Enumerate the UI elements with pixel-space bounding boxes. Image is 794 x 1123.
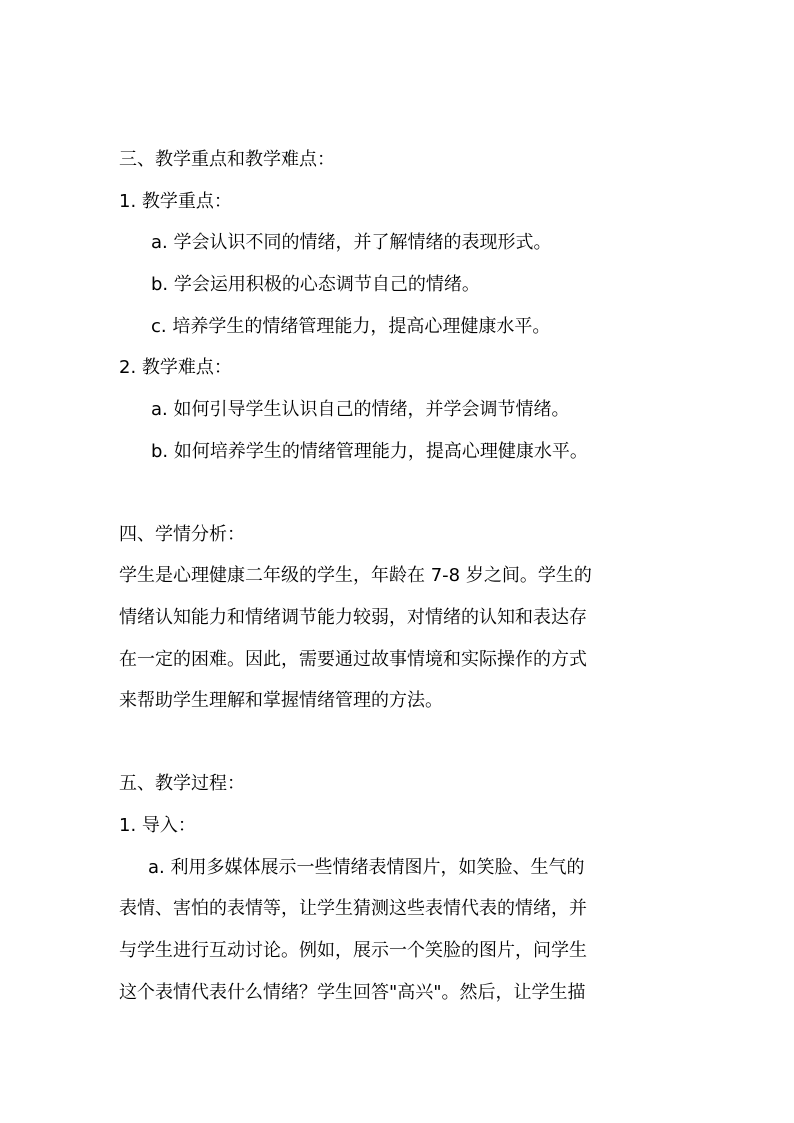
difficulty-b: b. 如何培养学生的情绪管理能力，提高心理健康水平。 <box>151 441 588 462</box>
section-5-heading: 五、教学过程： <box>119 773 245 794</box>
section-4-heading: 四、学情分析： <box>119 524 245 545</box>
analysis-line-3: 在一定的困难。因此，需要通过故事情境和实际操作的方式 <box>119 649 587 670</box>
difficulty-a: a. 如何引导学生认识自己的情绪，并学会调节情绪。 <box>151 399 570 420</box>
step-1-title: 1. 导入： <box>119 815 196 836</box>
key-point-a: a. 学会认识不同的情绪，并了解情绪的表现形式。 <box>151 232 552 253</box>
difficulties-title: 2. 教学难点： <box>119 357 232 378</box>
analysis-line-2: 情绪认知能力和情绪调节能力较弱，对情绪的认知和表达存 <box>119 607 587 628</box>
analysis-line-1: 学生是心理健康二年级的学生，年龄在 7-8 岁之间。学生的 <box>119 565 592 586</box>
section-3-heading: 三、教学重点和教学难点： <box>119 149 335 170</box>
analysis-line-4: 来帮助学生理解和掌握情绪管理的方法。 <box>119 690 443 711</box>
step-1-line-4: 这个表情代表什么情绪？学生回答"高兴"。然后，让学生描 <box>119 982 586 1003</box>
key-points-title: 1. 教学重点： <box>119 191 232 212</box>
step-1-line-2: 表情、害怕的表情等，让学生猜测这些表情代表的情绪，并 <box>119 898 587 919</box>
step-1-line-1: a. 利用多媒体展示一些情绪表情图片，如笑脸、生气的 <box>148 857 585 878</box>
step-1-line-3: 与学生进行互动讨论。例如，展示一个笑脸的图片，问学生 <box>119 940 587 961</box>
key-point-b: b. 学会运用积极的心态调节自己的情绪。 <box>151 274 480 295</box>
key-point-c: c. 培养学生的情绪管理能力，提高心理健康水平。 <box>151 316 551 337</box>
